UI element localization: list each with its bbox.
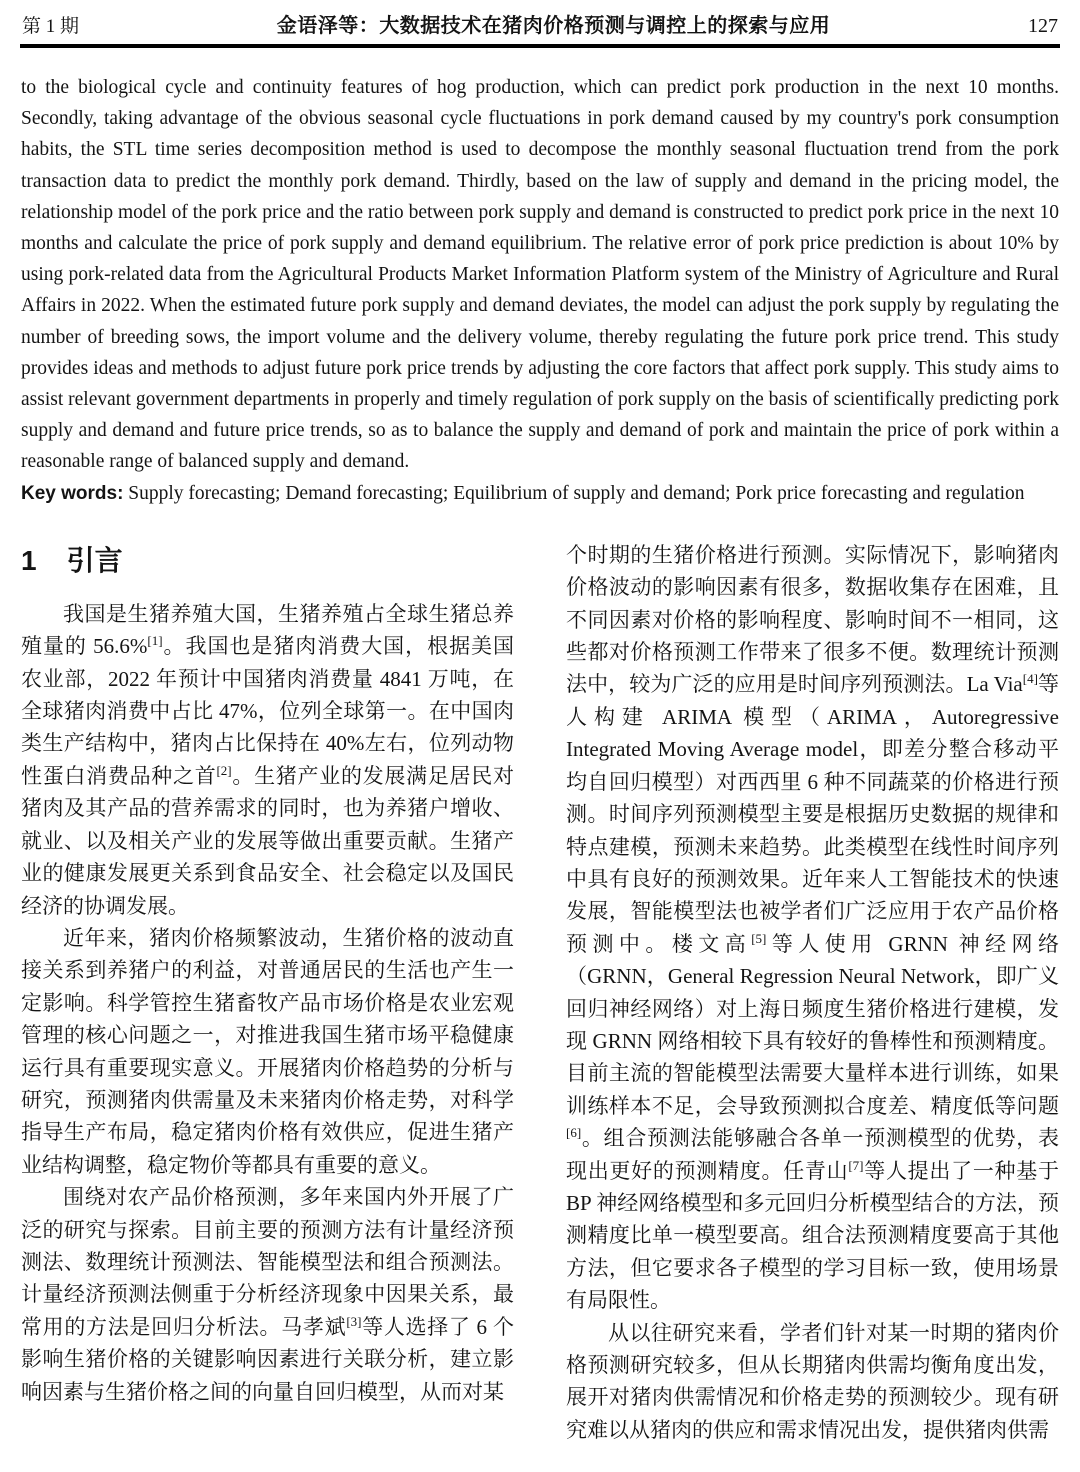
paragraph-text: 。组合预测法能够融合各单一预测模型的优势，表现出更好的预测精度。任青山	[566, 1126, 1059, 1183]
citation-ref: [6]	[566, 1125, 582, 1141]
abstract-text: to the biological cycle and continuity features of hog production, which can predict pork production in the next 10 months. Secondly, taking advantage of the obvious seasonal cycle fluctuations in pork demand caused by my country's pork consumption habits, the STL time series decomposition method is used to decompose the monthly seasonal fluctuation trend from the pork transaction data to predict the monthly pork demand. Thirdly, based on the law of supply and demand in the pricing model, the relationship model of the pork price and the ratio between pork supply and demand is constructed to predict pork price in the next 10 months and calculate the price of pork supply and demand equilibrium. The relative error of pork price prediction is about 10% by using pork-related data from the Agricultural Products Market Information Platform system of the Ministry of Agriculture and Rural Affairs in 2022. When the estimated future pork supply and demand deviates, the model can adjust the pork supply by regulating the number of breeding sows, the import volume and the delivery volume, thereby regulating the future pork price trend. This study provides ideas and methods to adjust future pork price trends by adjusting the core factors that affect pork supply. This study aims to assist relevant government departments in properly and timely regulation of pork supply on the basis of scientifically predicting pork supply and demand and future price trends, so as to balance the supply and demand of pork and maintain the price of pork within a reasonable range of balanced supply and demand.	[21, 77, 1059, 473]
body-paragraph	[21, 1181, 514, 1408]
paragraph-text: 。生猪产业的发展满足居民对猪肉及其产品的营养需求的同时，也为养猪户增收、就业、以及相关产业的发展等做出重要贡献。生猪产业的健康发展更关系到食品安全、社会稳定以及国民经济的协调发展。	[21, 763, 514, 918]
page-header	[0, 0, 1080, 42]
paragraph-text: 等人提出了一种基于 BP 神经网络模型和多元回归分析模型结合的方法，预测精度比单一模型要高。组合法预测精度要高于其他方法，但它要求各子模型的学习目标一致，使用场景有局限性。	[566, 1158, 1059, 1313]
journal-issue: 第 1 期	[22, 16, 80, 37]
section-heading	[21, 543, 514, 578]
paragraph-text: 我国是生猪养殖大国，生猪养殖占全球生猪总养殖量的 56.6%	[21, 601, 514, 659]
paragraph-text: 。我国也是猪肉消费大国，根据美国农业部，2022 年预计中国猪肉消费量 4841 万吨，在全球猪肉消费中占比 47%，位列全球第一。在中国肉类生产结构中，猪肉占比保持在 40%左右，位列动物性蛋白消费品种之首	[21, 634, 514, 788]
left-column-paragraphs	[21, 598, 514, 1408]
paragraph-text: 等人构建 ARIMA 模型（ARIMA，Autoregressive Integrated Moving Average model，即差分整合移动平均自回归模型）对西西里 6 种不同蔬菜的价格进行预测。时间序列预测模型主要是根据历史数据的规律和特点建模，预测未来趋势。此类模型在线性时间序列中具有良好的预测效果。近年来人工智能技术的快速发展，智能模型法也被学者们广泛应用于农产品价格预测中。楼文高	[566, 672, 1060, 956]
paragraph-text: 等人选择了 6 个影响生猪价格的关键影响因素进行关联分析，建立影响因素与生猪价格之间的向量自回归模型，从而对某	[21, 1314, 514, 1404]
keywords-line	[21, 478, 1059, 509]
right-column	[566, 539, 1059, 1446]
paragraph-text: 从以往研究来看，学者们针对某一时期的猪肉价格预测研究较多，但从长期猪肉供需均衡角度出发，展开对猪肉供需情况和价格走势的预测较少。现有研究难以从猪肉的供应和需求情况出发，提供猪肉供需	[566, 1320, 1059, 1442]
header-rule	[20, 44, 1060, 48]
body-paragraph	[566, 1317, 1059, 1447]
citation-ref: [7]	[848, 1157, 864, 1173]
page-number: 127	[1028, 15, 1058, 37]
citation-ref: [1]	[147, 633, 163, 649]
section-number: 1	[21, 544, 37, 576]
paragraph-text: 个时期的生猪价格进行预测。实际情况下，影响猪肉价格波动的影响因素有很多，数据收集存在困难，且不同因素对价格的影响程度、影响时间不一相同，这些都对价格预测工作带来了很多不便。数理统计预测法中，较为广泛的应用是时间序列预测法。La Via	[566, 542, 1059, 697]
citation-ref: [5]	[751, 930, 767, 946]
running-title: 金语泽等：大数据技术在猪肉价格预测与调控上的探索与应用	[276, 15, 831, 37]
citation-ref: [4]	[1022, 671, 1038, 687]
section-title: 引言	[66, 544, 123, 576]
citation-ref: [2]	[216, 762, 232, 778]
body-columns	[21, 539, 1059, 1446]
keywords-text: Supply forecasting; Demand forecasting; Equilibrium of supply and demand; Pork price forecasting and regulation	[123, 482, 1025, 504]
paragraph-text: 围绕对农产品价格预测，多年来国内外开展了广泛的研究与探索。目前主要的预测方法有计量经济预测法、数理统计预测法、智能模型法和组合预测法。计量经济预测法侧重于分析经济现象中因果关系，最常用的方法是回归分析法。马孝斌	[21, 1185, 514, 1339]
body-paragraph	[566, 539, 1059, 1317]
left-column	[21, 539, 514, 1446]
paragraph-text: 等人使用 GRNN 神经网络（GRNN，General Regression Neural Network，即广义回归神经网络）对上海日频度生猪价格进行建模，发现 GRNN 网络相较下具有较好的鲁棒性和预测精度。目前主流的智能模型法需要大量样本进行训练，如果训练样本不足，会导致预测拟合度差、精度低等问题	[566, 931, 1059, 1118]
paragraph-text: 近年来，猪肉价格频繁波动，生猪价格的波动直接关系到养猪户的利益，对普通居民的生活也产生一定影响。科学管控生猪畜牧产品市场价格是农业宏观管理的核心问题之一，对推进我国生猪市场平稳健康运行具有重要现实意义。开展猪肉价格趋势的分析与研究，预测猪肉供需量及未来猪肉价格走势，对科学指导生产布局，稳定猪肉价格有效供应，促进生猪产业结构调整，稳定物价等都具有重要的意义。	[21, 925, 514, 1177]
abstract-section	[21, 72, 1059, 509]
keywords-label: Key words:	[21, 482, 124, 504]
body-paragraph	[21, 922, 514, 1181]
citation-ref: [3]	[346, 1313, 362, 1329]
body-paragraph	[21, 598, 514, 922]
